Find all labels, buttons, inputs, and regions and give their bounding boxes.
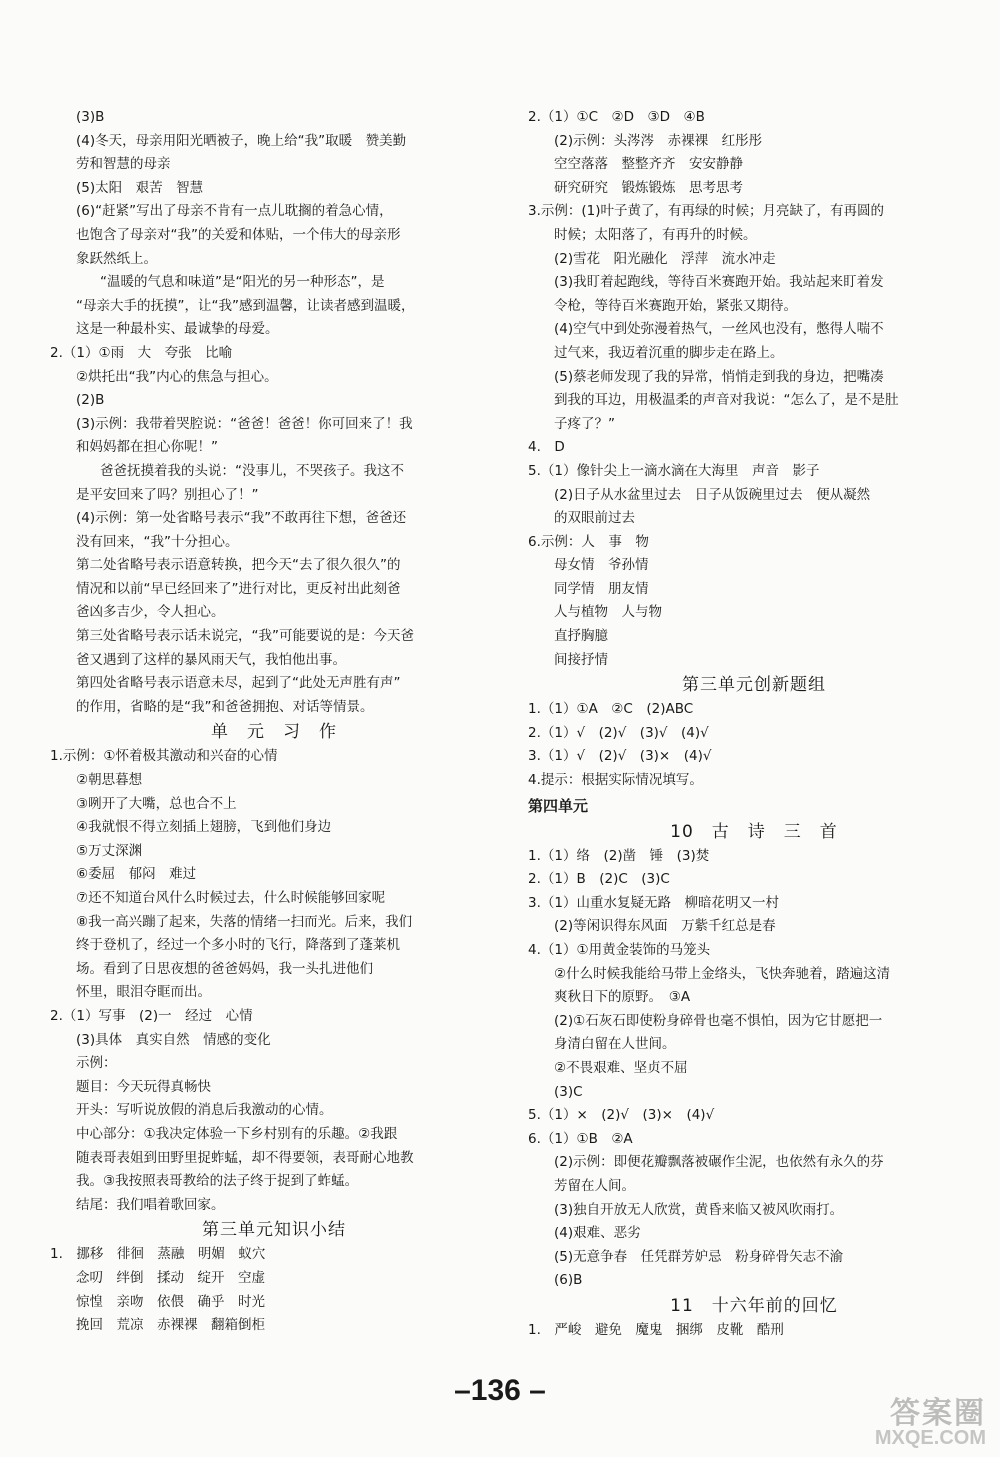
answer-line: 题目：今天玩得真畅快 [76,1078,211,1095]
answer-line: 爸又遇到了这样的暴风雨天气，我怕他出事。 [76,651,346,668]
answer-line: 1.（1）络 (2)凿 锤 (3)焚 [528,847,710,864]
answer-line: 第三处省略号表示话未说完，“我”可能要说的是：今天爸 [76,628,414,645]
answer-line: 开头：写听说放假的消息后我激动的心情。 [76,1102,333,1119]
unit-heading: 第四单元 [528,796,589,815]
answer-line: ③咧开了大嘴，总也合不上 [76,795,237,812]
answer-line: (2)B [76,392,105,409]
answer-line: 场。看到了日思夜想的爸爸妈妈，我一头扎进他们 [76,960,373,977]
answer-line: 令枪，等待百米赛跑开始，紧张又期待。 [554,297,797,314]
answer-line: (3)示例：我带着哭腔说：“爸爸！爸爸！你可回来了！我 [76,415,413,432]
answer-line: 同学情 朋友情 [554,580,649,597]
left-column [50,106,498,1338]
answer-line: 1.示例：①怀着极其激动和兴奋的心情 [50,748,278,765]
answer-line: 到我的耳边，用极温柔的声音对我说：“怎么了，是不是肚 [554,392,899,409]
answer-line: (3)我盯着起跑线，等待百米赛跑开始。我站起来盯着发 [554,274,884,291]
page-number: –136 – [454,1374,546,1407]
answer-line: 6.（1）①B ②A [528,1130,633,1147]
answer-line: (5)蔡老师发现了我的异常，悄悄走到我的身边，把嘴凑 [554,368,884,385]
answer-line: 爸凶多吉少，令人担心。 [76,604,225,621]
answer-line: (3)B [76,109,105,125]
answer-line: 终于登机了，经过一个多小时的飞行，降落到了蓬莱机 [76,937,400,954]
answer-line: 我。③我按照表哥教给的法子终于捉到了蚱蜢。 [76,1173,359,1190]
answer-line: 4. D [528,439,565,456]
answer-line: 和妈妈都在担心你呢！” [76,439,218,456]
answer-line: 子疼了？” [554,415,615,432]
answer-line: 2.（1）①C ②D ③D ④B [528,109,705,125]
answer-line: 1.（1）①A ②C (2)ABC [528,701,694,718]
section-heading: 10 古 诗 三 首 [670,821,838,842]
answer-line: 1. 挪移 徘徊 蒸融 明媚 蚁穴 [50,1246,266,1263]
answer-line: 是平安回来了吗？别担心了！” [76,486,259,503]
answer-line: 6.示例：人 事 物 [528,533,649,550]
watermark [815,1388,990,1450]
answer-line: ⑦还不知道台风什么时候过去，什么时候能够回家呢 [76,890,386,906]
answer-line: (6)B [554,1272,583,1289]
answer-line: 爸爸抚摸着我的头说：“没事儿，不哭孩子。我这不 [100,462,404,479]
answer-line: 的双眼前过去 [554,510,635,527]
answer-line: 挽回 荒凉 赤裸裸 翻箱倒柜 [76,1317,265,1334]
answer-line: 4.提示：根据实际情况填写。 [528,772,703,789]
answer-line: 3.示例：(1)叶子黄了，有再绿的时候；月亮缺了，有再圆的 [528,203,885,220]
answer-line: (3)独自开放无人欣赏，黄昏来临又被风吹雨打。 [554,1201,844,1218]
answer-line: 这是一种最朴实、最诚挚的母爱。 [76,321,279,338]
answer-line: (2)日子从水盆里过去 日子从饭碗里过去 便从凝然 [554,486,871,503]
answer-line: 直抒胸臆 [554,628,608,645]
answer-line: ②烘托出“我”内心的焦急与担心。 [76,368,278,385]
watermark-logo: 答案圈 [890,1396,986,1431]
answer-line: 2.（1）写事 (2)一 经过 心情 [50,1007,253,1024]
answer-line: (2)等闲识得东风面 万紫千红总是春 [554,918,776,935]
section-heading: 11 十六年前的回忆 [670,1295,838,1316]
answer-line: 惊惶 亲吻 依偎 确乎 时光 [76,1293,265,1310]
section-heading: 第三单元知识小结 [202,1220,346,1241]
answer-line: 3.（1）√ (2)√ (3)× (4)√ [528,748,712,765]
answer-line: ②什么时候我能给马带上金络头，飞快奔驰着，踏遍这清 [554,965,891,982]
answer-line: ④我就恨不得立刻插上翅膀，飞到他们身边 [76,819,332,836]
answer-line: (2)示例：即便花瓣飘落被碾作尘泥，也依然有永久的芬 [554,1154,884,1171]
answer-line: 4.（1）①用黄金装饰的马笼头 [528,942,711,958]
answer-line: (4)艰难、恶劣 [554,1225,641,1242]
answer-line: 情况和以前“早已经回来了”进行对比，更反衬出此刻爸 [76,580,401,597]
answer-line: 随表哥表姐到田野里捉蚱蜢，却不得要领，表哥耐心地教 [76,1149,414,1166]
answer-line: 怀里，眼泪夺眶而出。 [76,984,211,1001]
answer-line: 念叨 绊倒 揉动 绽开 空虚 [76,1269,265,1286]
answer-line: 也饱含了母亲对“我”的关爱和体贴，一个伟大的母亲形 [76,226,401,243]
answer-line: (5)太阳 艰苦 智慧 [76,179,204,196]
answer-line: 人与植物 人与物 [554,604,662,621]
answer-line: 研究研究 锻炼锻炼 思考思考 [554,179,743,196]
answer-line: 5.（1）× (2)√ (3)× (4)√ [528,1107,715,1124]
answer-line: 2.（1）√ (2)√ (3)√ (4)√ [528,724,709,741]
answer-line: 结尾：我们唱着歌回家。 [76,1196,225,1213]
answer-line: (4)空气中到处弥漫着热气，一丝风也没有，憋得人喘不 [554,321,884,338]
answer-line: (3)C [554,1083,583,1100]
answer-line: (2)雪花 阳光融化 浮萍 流水冲走 [554,250,776,267]
answer-line: 示例： [76,1055,117,1072]
answer-line: (5)无意争春 任凭群芳妒忌 粉身碎骨矢志不渝 [554,1248,844,1265]
answer-line: (3)具体 真实自然 情感的变化 [76,1031,271,1048]
answer-line: “温暖的气息和味道”是“阳光的另一种形态”，是 [100,274,385,291]
answer-line: ⑥委屈 郁闷 难过 [76,866,197,883]
answer-line: 爽秋日下的原野。 ③A [554,989,691,1006]
answer-line: ②不畏艰难、坚贞不屈 [554,1059,688,1076]
answer-line: 的作用，省略的是“我”和爸爸拥抱、对话等情景。 [76,698,374,715]
answer-line: 过气来，我迈着沉重的脚步走在路上。 [554,344,784,361]
answer-line: 没有回来，“我”十分担心。 [76,533,239,550]
answer-line: 象跃然纸上。 [76,250,157,267]
answer-line: (2)①石灰石即使粉身碎骨也毫不惧怕，因为它甘愿把一 [554,1012,883,1029]
section-heading: 第三单元创新题组 [682,675,826,696]
answer-line: (4)冬天，母亲用阳光晒被子，晚上给“我”取暖 赞美勤 [76,132,407,149]
answer-line: 第四处省略号表示语意未尽，起到了“此处无声胜有声” [76,675,401,692]
answer-line: 空空落落 整整齐齐 安安静静 [554,156,743,173]
watermark-site: MXQE.COM [874,1427,986,1449]
answer-line: 母女情 爷孙情 [554,557,649,574]
answer-line: 芳留在人间。 [554,1177,635,1194]
answer-line: (4)示例：第一处省略号表示“我”不敢再往下想，爸爸还 [76,510,407,527]
answer-line: 1. 严峻 避免 魔鬼 捆绑 皮靴 酷刑 [528,1321,784,1338]
answer-line: 2.（1）B (2)C (3)C [528,871,670,888]
answer-line: ②朝思暮想 [76,772,143,789]
answer-line: 间接抒情 [554,651,608,668]
answer-line: ⑧我一高兴蹦了起来，失落的情绪一扫而光。后来，我们 [76,913,413,930]
answer-line: 第二处省略号表示语意转换，把今天“去了很久很久”的 [76,557,401,574]
answer-line: 2.（1）①雨 大 夸张 比喻 [50,344,233,361]
answer-line: 劳和智慧的母亲 [76,156,171,173]
answer-line: ⑤万丈深渊 [76,842,143,859]
answer-line: 3.（1）山重水复疑无路 柳暗花明又一村 [528,894,779,911]
answer-line: “母亲大手的抚摸”，让“我”感到温馨，让读者感到温暖， [76,297,415,314]
section-heading: 单 元 习 作 [211,722,337,743]
answer-line: (2)示例：头涔涔 赤裸裸 红彤彤 [554,132,763,149]
right-column [528,106,980,1343]
answer-line: 身清白留在人世间。 [554,1036,676,1053]
answer-line: 时候；太阳落了，有再升的时候。 [554,226,757,243]
answer-line: (6)“赶紧”写出了母亲不肯有一点儿耽搁的着急心情， [76,203,393,220]
answer-line: 中心部分：①我决定体验一下乡村别有的乐趣。②我跟 [76,1125,398,1142]
answer-line: 5.（1）像针尖上一滴水滴在大海里 声音 影子 [528,462,820,479]
